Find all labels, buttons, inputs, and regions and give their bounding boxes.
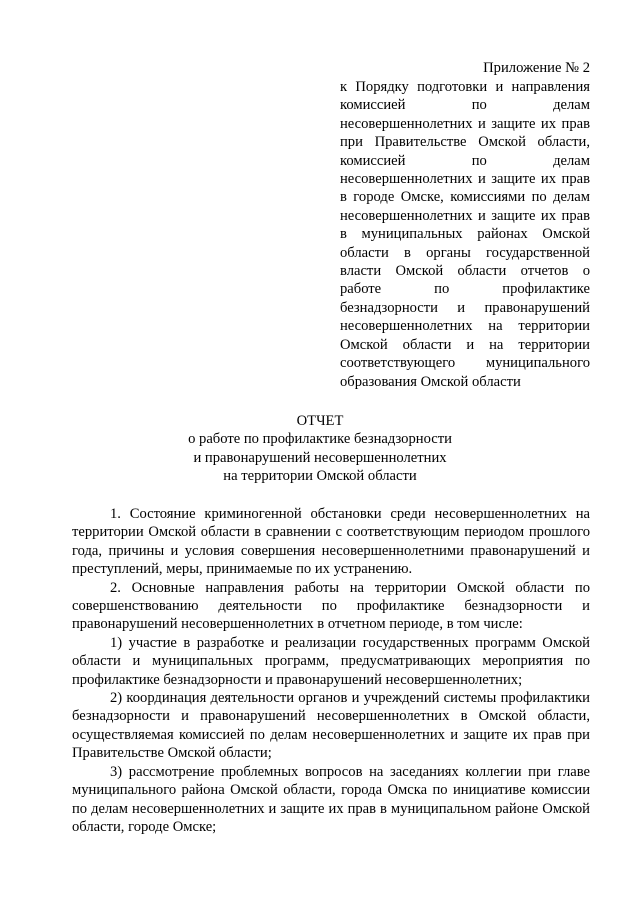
paragraph-2-item-1: 1) участие в разработке и реализации государственных программ Омской области и муниципальных программ, предусматривающих мероприятия по профилактике безнадзорности и правонарушений несовершеннолетних; xyxy=(72,634,590,688)
report-subtitle-line: на территории Омской области xyxy=(223,468,417,485)
report-subtitle-line: и правонарушений несовершеннолетних xyxy=(193,449,447,466)
paragraph-2-item-3: 3) рассмотрение проблемных вопросов на заседаниях коллегии при главе муниципального района Омской области, города Омска по инициативе комиссии по делам несовершеннолетних и защите их прав в муниципальном районе Омской области, городе Омске; xyxy=(72,763,590,835)
report-title: ОТЧЕТ xyxy=(296,413,344,429)
paragraph-2: 2. Основные направления работы на территории Омской области по совершенствованию деятельности по профилактике безнадзорности и правонарушений несовершеннолетних в отчетном периоде, в том числе: xyxy=(72,579,590,633)
report-body xyxy=(72,505,590,836)
paragraph-1: 1. Состояние криминогенной обстановки среди несовершеннолетних на территории Омской области в сравнении с соответствующим периодом прошлого года, причины и условия совершения несовершеннолетними правонарушений и преступлений, меры, принимаемые по их устранению. xyxy=(72,506,590,578)
appendix-title: Приложение № 2 xyxy=(483,60,590,76)
report-heading xyxy=(0,412,640,486)
paragraph-2-item-2: 2) координация деятельности органов и учреждений системы профилактики безнадзорности и правонарушений несовершеннолетних в Омской области, осуществляемая комиссией по делам несовершеннолетних и защите их прав при Правительстве Омской области; xyxy=(72,690,590,762)
appendix-text: к Порядку подготовки и направления комиссией по делам несовершеннолетних и защите их прав при Правительстве Омской области, комиссией по делам несовершеннолетних и защите их прав в городе Омске, комиссиями по делам несовершеннолетних и защите их прав в муниципальных районах Омской области в органы государственной власти Омской области отчетов о работе по профилактике безнадзорности и правонарушений несовершеннолетних на территории Омской области и на территории соответствующего муниципального образования Омской области xyxy=(340,79,590,390)
report-subtitle-line: о работе по профилактике безнадзорности xyxy=(188,431,452,448)
